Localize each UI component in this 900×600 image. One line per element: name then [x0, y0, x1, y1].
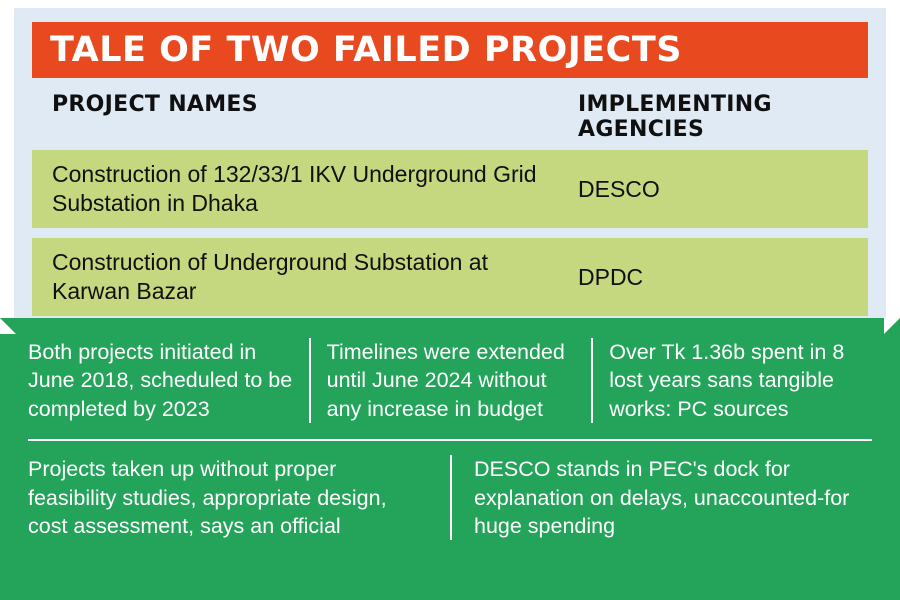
implementing-agency: DPDC	[578, 263, 644, 290]
project-name: Construction of 132/33/1 IKV Underground Grid Substation in Dhaka	[52, 161, 537, 216]
title-bar	[32, 22, 868, 78]
project-name: Construction of Underground Substation at Karwan Bazar	[52, 249, 488, 304]
fact-item: DESCO stands in PEC's dock for explanation on delays, unaccounted-for huge spending	[450, 455, 874, 540]
fact-item: Timelines were extended until June 2024 without any increase in budget	[309, 338, 592, 423]
projects-panel	[14, 8, 886, 318]
page-title: TALE OF TWO FAILED PROJECTS	[50, 29, 682, 70]
implementing-agency: DESCO	[578, 175, 660, 202]
column-header-project-names: PROJECT NAMES	[52, 92, 258, 117]
projects-table	[32, 150, 868, 316]
corner-notch-right-icon	[884, 318, 900, 334]
key-facts-panel	[0, 318, 900, 600]
table-row	[32, 238, 868, 316]
facts-divider	[28, 439, 872, 441]
corner-notch-left-icon	[0, 318, 16, 334]
fact-item: Both projects initiated in June 2018, scheduled to be completed by 2023	[28, 340, 293, 421]
column-header-implementing-agencies: IMPLEMENTING AGENCIES	[578, 92, 772, 142]
table-row	[32, 150, 868, 228]
fact-item: Over Tk 1.36b spent in 8 lost years sans tangible works: PC sources	[591, 338, 874, 423]
facts-row-bottom	[26, 455, 874, 540]
table-column-headers	[32, 92, 868, 142]
facts-row-top	[26, 338, 874, 423]
fact-item: Projects taken up without proper feasibility studies, appropriate design, cost assessment, says an official	[28, 457, 387, 538]
